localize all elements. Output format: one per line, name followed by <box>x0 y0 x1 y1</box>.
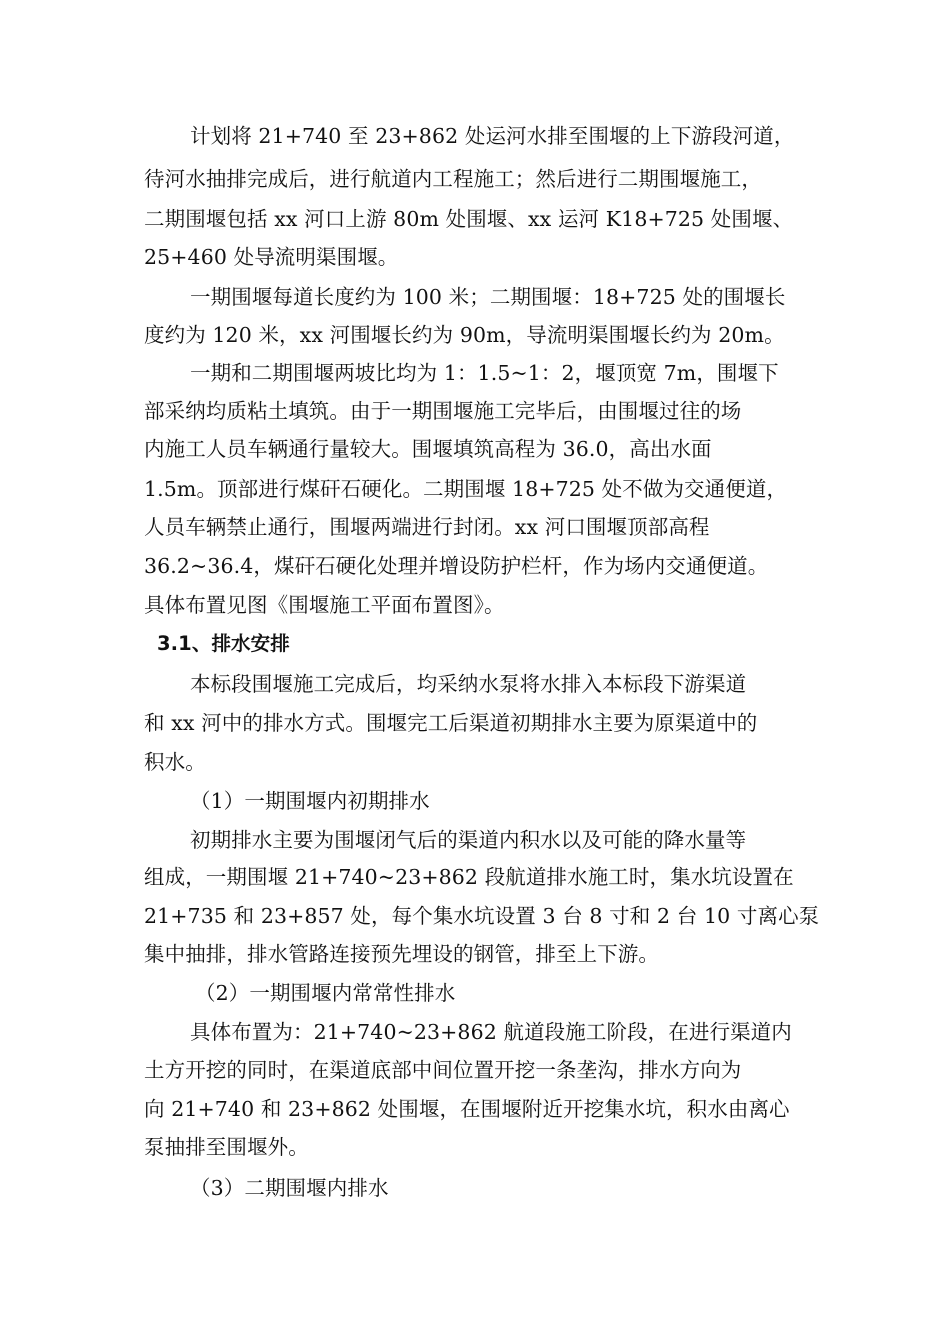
paragraph-line: 一期和二期围堰两坡比均为 1：1.5~1：2，堰顶宽 7m，围堰下 <box>190 361 779 385</box>
section-heading: 3.1、排水安排 <box>157 632 290 655</box>
paragraph-line: 一期围堰每道长度约为 100 米；二期围堰：18+725 处的围堰长 <box>190 285 786 309</box>
paragraph-line: 向 21+740 和 23+862 处围堰，在围堰附近开挖集水坑，积水由离心 <box>144 1097 790 1121</box>
paragraph-line: 人员车辆禁止通行，围堰两端进行封闭。xx 河口围堰顶部高程 <box>144 515 710 539</box>
paragraph-line: 本标段围堰施工完成后，均采纳水泵将水排入本标段下游渠道 <box>190 672 747 696</box>
paragraph-line: 1.5m。顶部进行煤矸石硬化。二期围堰 18+725 处不做为交通便道， <box>144 477 788 501</box>
subsection-heading: （3）二期围堰内排水 <box>190 1176 389 1200</box>
paragraph-line: 计划将 21+740 至 23+862 处运河水排至围堰的上下游段河道， <box>190 124 795 148</box>
paragraph-line: 组成，一期围堰 21+740~23+862 段航道排水施工时，集水坑设置在 <box>144 865 794 889</box>
subsection-heading: （2）一期围堰内常常性排水 <box>195 981 456 1005</box>
paragraph-line: 集中抽排，排水管路连接预先埋设的钢管，排至上下游。 <box>144 942 659 966</box>
paragraph-line: 内施工人员车辆通行量较大。围堰填筑高程为 36.0，高出水面 <box>144 437 712 461</box>
paragraph-line: 度约为 120 米，xx 河围堰长约为 90m，导流明渠围堰长约为 20m。 <box>144 323 785 347</box>
paragraph-line: 待河水抽排完成后，进行航道内工程施工；然后进行二期围堰施工， <box>144 167 762 191</box>
paragraph-line: 和 xx 河中的排水方式。围堰完工后渠道初期排水主要为原渠道中的 <box>144 711 758 735</box>
paragraph-line: 土方开挖的同时，在渠道底部中间位置开挖一条垄沟，排水方向为 <box>144 1058 742 1082</box>
paragraph-line: 21+735 和 23+857 处，每个集水坑设置 3 台 8 寸和 2 台 10 寸离心泵 <box>144 904 820 928</box>
paragraph-line: 具体布置见图《围堰施工平面布置图》。 <box>144 593 505 617</box>
paragraph-line: 初期排水主要为围堰闭气后的渠道内积水以及可能的降水量等 <box>190 828 747 852</box>
paragraph-line: 积水。 <box>144 750 206 774</box>
subsection-heading: （1）一期围堰内初期排水 <box>190 789 430 813</box>
paragraph-line: 部采纳均质粘土填筑。由于一期围堰施工完毕后，由围堰过往的场 <box>144 399 742 423</box>
paragraph-line: 36.2~36.4，煤矸石硬化处理并增设防护栏杆，作为场内交通便道。 <box>144 554 769 578</box>
paragraph-line: 具体布置为：21+740~23+862 航道段施工阶段，在进行渠道内 <box>190 1020 792 1044</box>
paragraph-line: 泵抽排至围堰外。 <box>144 1135 309 1159</box>
paragraph-line: 二期围堰包括 xx 河口上游 80m 处围堰、xx 运河 K18+725 处围堰、 <box>144 207 794 231</box>
paragraph-line: 25+460 处导流明渠围堰。 <box>144 245 399 269</box>
